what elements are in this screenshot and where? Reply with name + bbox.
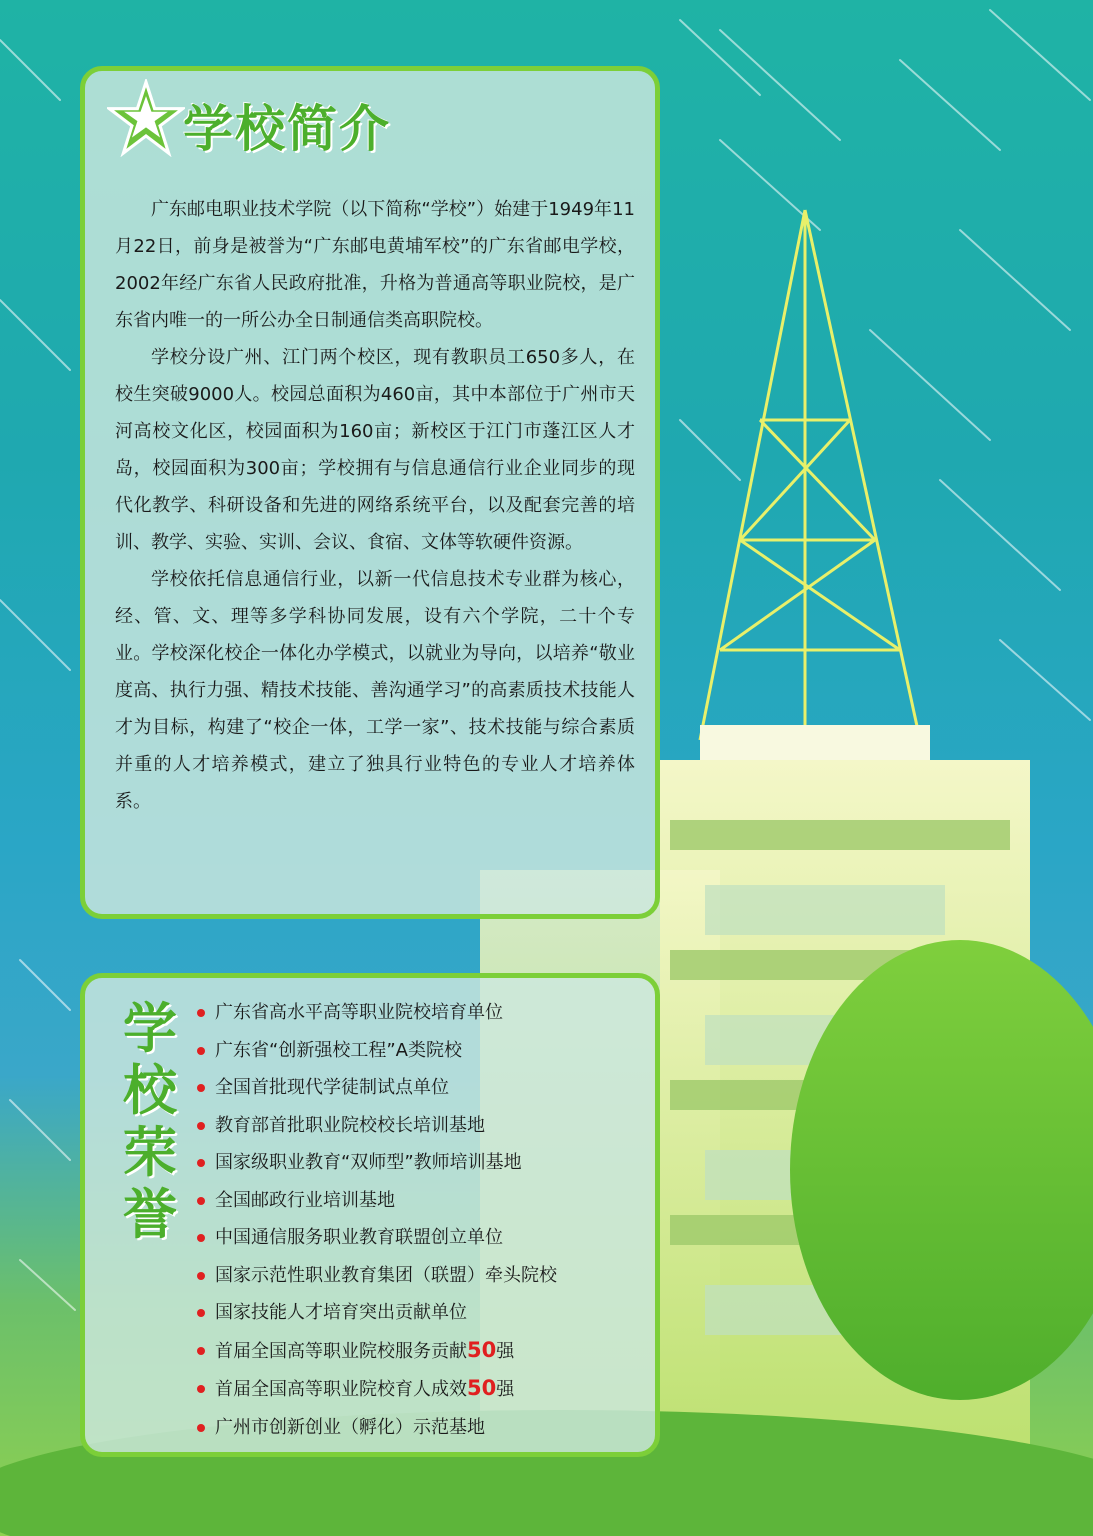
list-item: 首届全国高等职业院校服务贡献50强 [197,1332,647,1371]
honors-title-char: 校 [123,1059,177,1122]
list-item: 全国首批现代学徒制试点单位 [197,1069,647,1107]
intro-title: 学校简介 [183,100,391,158]
bullet-dot-icon [197,1424,205,1432]
list-item: 广州市创新创业（孵化）示范基地 [197,1409,647,1447]
honors-title-char: 誉 [123,1183,177,1246]
honors-title-char: 荣 [123,1121,177,1184]
bullet-dot-icon [197,1234,205,1242]
bullet-dot-icon [197,1122,205,1130]
school-intro-panel [80,66,660,919]
bullet-dot-icon [197,1084,205,1092]
highlight-number: 50 [467,1337,497,1362]
tower-illustration [700,210,920,740]
bullet-dot-icon [197,1272,205,1280]
school-honors-panel [80,973,660,1457]
bullet-dot-icon [197,1047,205,1055]
list-item: 国家示范性职业教育集团（联盟）牵头院校 [197,1257,647,1295]
bullet-dot-icon [197,1197,205,1205]
bullet-dot-icon [197,1347,205,1355]
list-item: 全国邮政行业培训基地 [197,1182,647,1220]
intro-paragraph: 学校依托信息通信行业，以新一代信息技术专业群为核心，经、管、文、理等多学科协同发展，设有六个学院，二十个专业。学校深化校企一体化办学模式，以就业为导向，以培养“敬业度高、执行力强、精技术技能、善沟通学习”的高素质技术技能人才为目标，构建了“校企一体，工学一家”、技术技能与综合素质并重的人才培养模式，建立了独具行业特色的专业人才培养体系。 [115,569,635,812]
honor-list [197,994,647,1446]
honors-title [115,998,185,1246]
list-item: 教育部首批职业院校校长培训基地 [197,1107,647,1145]
list-item: 首届全国高等职业院校育人成效50强 [197,1370,647,1409]
bullet-dot-icon [197,1385,205,1393]
list-item: 中国通信服务职业教育联盟创立单位 [197,1219,647,1257]
list-item: 国家技能人才培育突出贡献单位 [197,1294,647,1332]
intro-paragraph: 学校分设广州、江门两个校区，现有教职员工650多人，在校生突破9000人。校园总面积为460亩，其中本部位于广州市天河高校文化区，校园面积为160亩；新校区于江门市蓬江区人才岛，校园面积为300亩；学校拥有与信息通信行业企业同步的现代化教学、科研设备和先进的网络系统平台，以及配套完善的培训、教学、实验、实训、会议、食宿、文体等软硬件资源。 [115,347,635,553]
star-icon [107,79,185,157]
intro-body [115,191,635,820]
list-item: 广东省“创新强校工程”A类院校 [197,1032,647,1070]
intro-paragraph: 广东邮电职业技术学院（以下简称“学校”）始建于1949年11月22日，前身是被誉为“广东邮电黄埔军校”的广东省邮电学校，2002年经广东省人民政府批准，升格为普通高等职业院校，是广东省内唯一的一所公办全日制通信类高职院校。 [115,199,635,331]
list-item: 国家级职业教育“双师型”教师培训基地 [197,1144,647,1182]
highlight-number: 50 [467,1376,497,1400]
list-item: 广东省高水平高等职业院校培育单位 [197,994,647,1032]
honors-title-char: 学 [123,997,177,1060]
bullet-dot-icon [197,1159,205,1167]
bullet-dot-icon [197,1009,205,1017]
bullet-dot-icon [197,1309,205,1317]
